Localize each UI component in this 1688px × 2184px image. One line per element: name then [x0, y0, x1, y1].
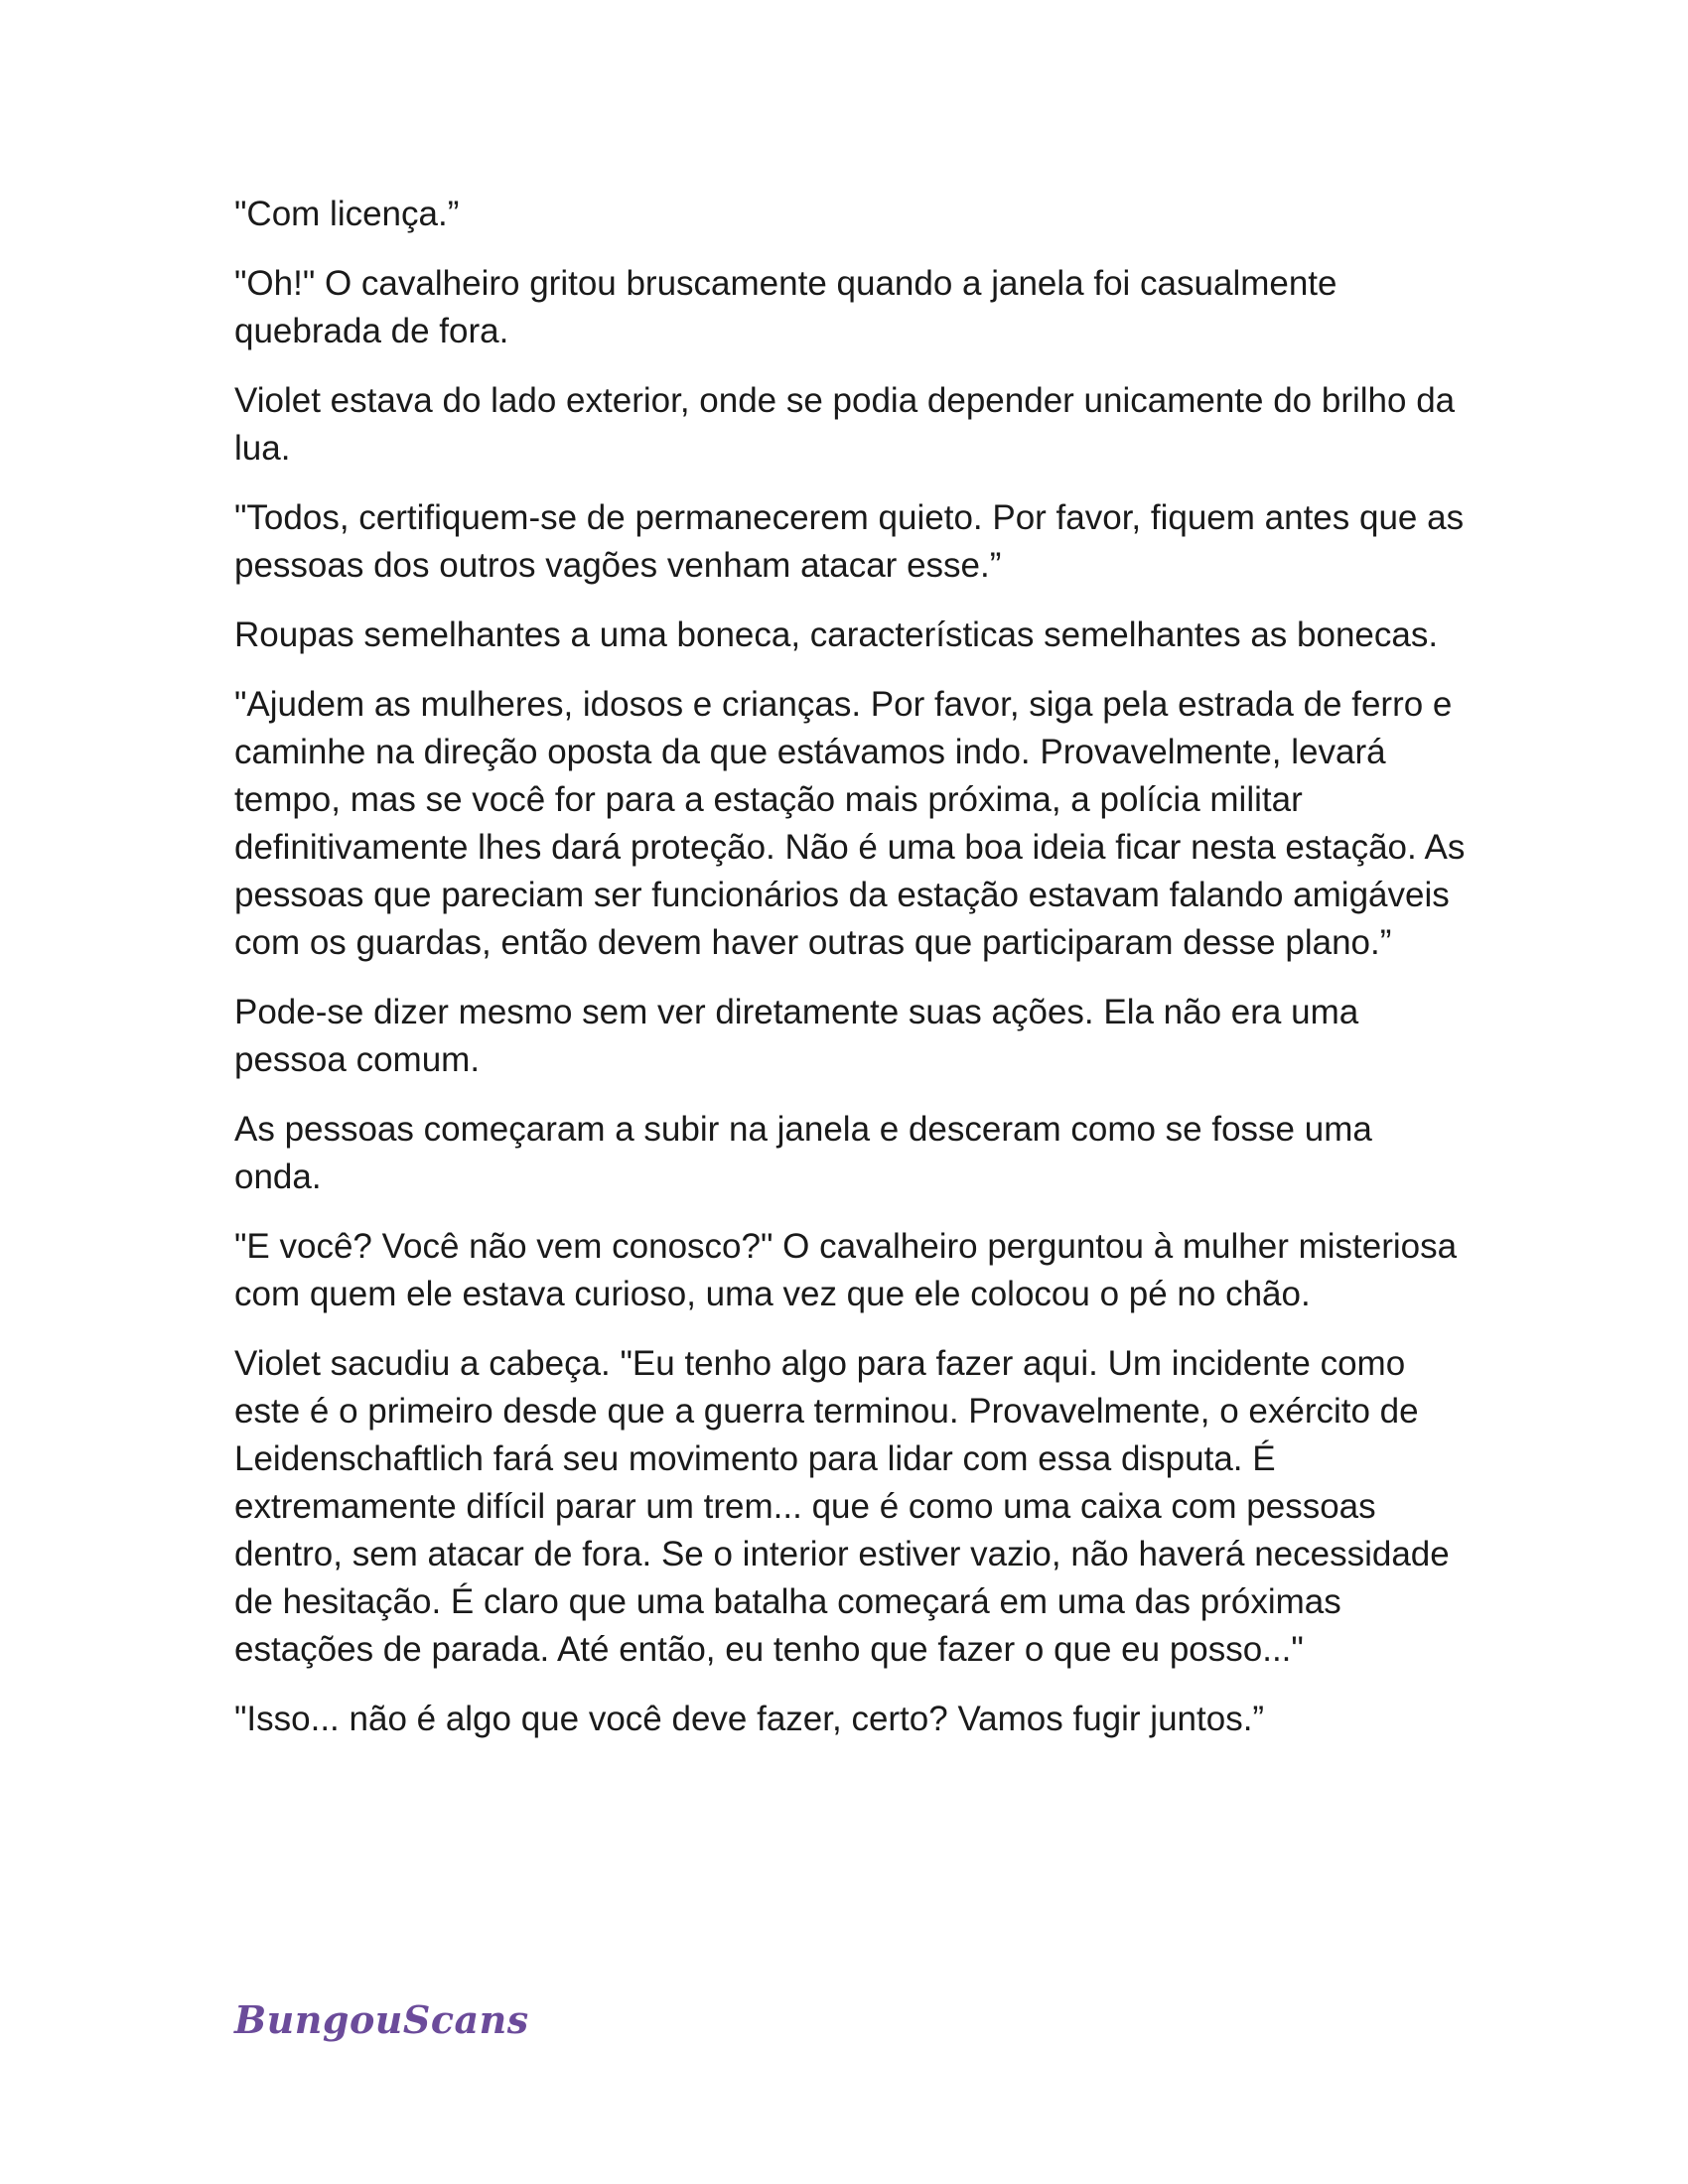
paragraph: Violet estava do lado exterior, onde se podia depender unicamente do brilho da lua. [234, 381, 1456, 468]
paragraph: "Com licença.” [234, 195, 460, 233]
paragraph: "Ajudem as mulheres, idosos e crianças. Por favor, siga pela estrada de ferro e caminhe na direção oposta da que estávamos indo. Provavelmente, levará tempo, mas se você for para a estação mais próxima, a polícia militar definitivamente lhes dará proteção. Não é uma boa ideia ficar nesta estação. As pessoas que pareciam ser funcionários da estação estavam falando amigáveis com os guardas, então devem haver outras que participaram desse plano.” [234, 685, 1466, 962]
paragraph: "E você? Você não vem conosco?" O cavalheiro perguntou à mulher misteriosa com quem ele estava curioso, uma vez que ele colocou o pé no chão. [234, 1227, 1458, 1313]
watermark-logo: BungouScans [234, 1997, 529, 2042]
paragraph: Violet sacudiu a cabeça. "Eu tenho algo para fazer aqui. Um incidente como este é o primeiro desde que a guerra terminou. Provavelmente, o exército de Leidenschaftlich fará seu movimento para lidar com essa disputa. É extremamente difícil parar um trem... que é como uma caixa com pessoas dentro, sem atacar de fora. Se o interior estiver vazio, não haverá necessidade de hesitação. É claro que uma batalha começará em uma das próximas estações de parada. Até então, eu tenho que fazer o que eu posso..." [234, 1344, 1450, 1669]
paragraph: "Todos, certifiquem-se de permanecerem quieto. Por favor, fiquem antes que as pessoas dos outros vagões venham atacar esse.” [234, 498, 1465, 585]
paragraph: "Isso... não é algo que você deve fazer, certo? Vamos fugir juntos.” [234, 1700, 1265, 1738]
paragraph: "Oh!" O cavalheiro gritou bruscamente quando a janela foi casualmente quebrada de fora. [234, 264, 1337, 350]
body-text [234, 191, 1466, 1765]
paragraph: As pessoas começaram a subir na janela e desceram como se fosse uma onda. [234, 1110, 1372, 1196]
paragraph: Roupas semelhantes a uma boneca, características semelhantes as bonecas. [234, 615, 1439, 654]
paragraph: Pode-se dizer mesmo sem ver diretamente suas ações. Ela não era uma pessoa comum. [234, 993, 1359, 1079]
